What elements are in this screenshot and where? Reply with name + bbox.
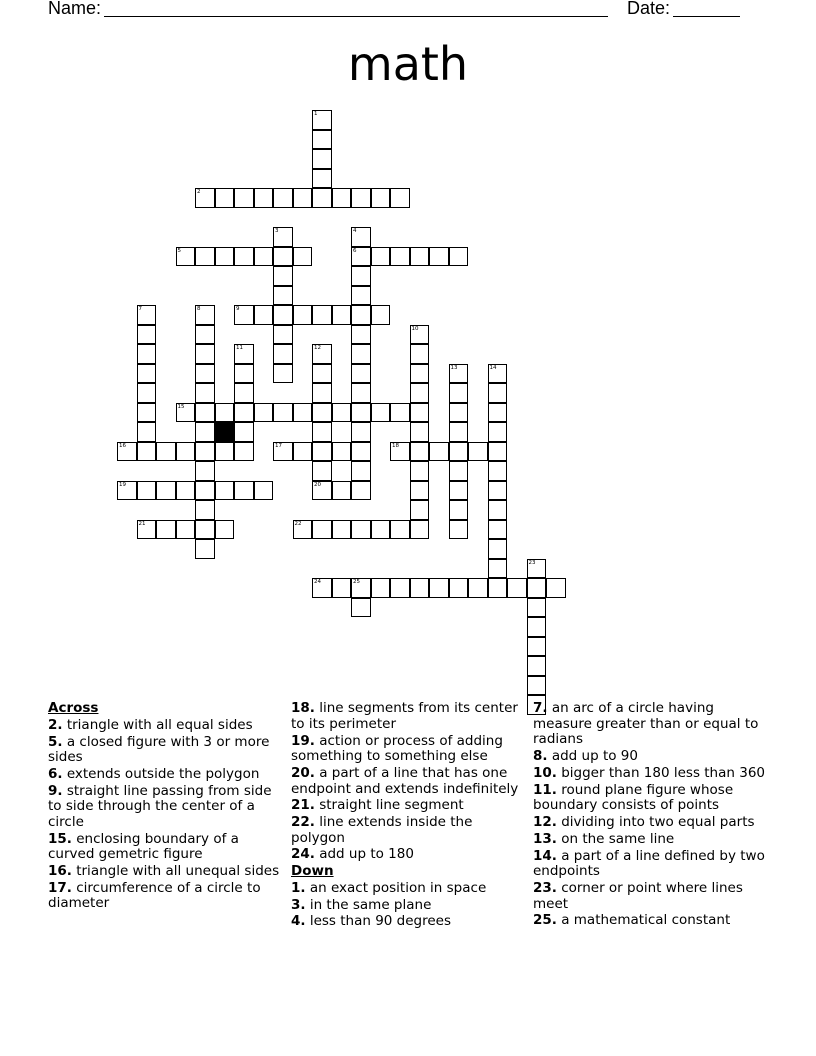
grid-cell[interactable] bbox=[546, 578, 566, 598]
grid-cell[interactable] bbox=[351, 403, 371, 423]
grid-cell[interactable] bbox=[332, 442, 352, 462]
clue-across-20: 20. a part of a line that has one endpoint and extends indefinitely bbox=[291, 764, 519, 797]
grid-cell[interactable] bbox=[449, 481, 469, 501]
grid-cell[interactable] bbox=[371, 403, 391, 423]
grid-cell[interactable] bbox=[176, 481, 196, 501]
grid-cell[interactable] bbox=[332, 520, 352, 540]
grid-cell[interactable] bbox=[195, 422, 215, 442]
grid-cell[interactable] bbox=[351, 442, 371, 462]
grid-cell[interactable] bbox=[351, 383, 371, 403]
grid-cell[interactable] bbox=[273, 188, 293, 208]
clue-number: 15 bbox=[177, 403, 185, 410]
clue-down-8: 8. add up to 90 bbox=[533, 748, 638, 765]
grid-cell[interactable] bbox=[176, 520, 196, 540]
clue-across-19: 19. action or process of adding something to something else bbox=[291, 732, 503, 765]
grid-cell[interactable] bbox=[234, 481, 254, 501]
grid-cell[interactable] bbox=[293, 520, 313, 540]
grid-cell[interactable] bbox=[234, 247, 254, 267]
grid-cell[interactable] bbox=[215, 442, 235, 462]
clue-across-24: 24. add up to 180 bbox=[291, 846, 414, 863]
grid-cell[interactable] bbox=[351, 286, 371, 306]
grid-cell[interactable] bbox=[137, 403, 157, 423]
grid-cell[interactable] bbox=[195, 188, 215, 208]
grid-cell[interactable] bbox=[390, 188, 410, 208]
grid-cell[interactable] bbox=[195, 500, 215, 520]
grid-cell[interactable] bbox=[254, 188, 274, 208]
black-square bbox=[215, 422, 235, 442]
grid-cell[interactable] bbox=[156, 442, 176, 462]
grid-cell[interactable] bbox=[254, 403, 274, 423]
clue-number: 11 bbox=[236, 345, 243, 351]
grid-cell[interactable] bbox=[215, 188, 235, 208]
grid-cell[interactable] bbox=[527, 598, 547, 618]
grid-cell[interactable] bbox=[488, 481, 508, 501]
grid-cell[interactable] bbox=[234, 442, 254, 462]
clue-across-5: 5. a closed figure with 3 or more sides bbox=[48, 733, 270, 766]
grid-cell[interactable] bbox=[488, 461, 508, 481]
grid-cell[interactable] bbox=[215, 403, 235, 423]
grid-cell[interactable] bbox=[273, 344, 293, 364]
grid-cell[interactable] bbox=[410, 325, 430, 345]
clue-number: 13 bbox=[450, 364, 458, 371]
grid-cell[interactable] bbox=[312, 169, 332, 189]
grid-cell[interactable] bbox=[410, 422, 430, 442]
clue-number: 16 bbox=[119, 442, 126, 449]
grid-cell[interactable] bbox=[312, 149, 332, 169]
grid-cell[interactable] bbox=[312, 461, 332, 481]
grid-cell[interactable] bbox=[293, 403, 313, 423]
clue-down-4: 4. less than 90 degrees bbox=[291, 913, 452, 930]
grid-cell[interactable] bbox=[312, 344, 332, 364]
grid-cell[interactable] bbox=[273, 266, 293, 286]
clue-number: 6 bbox=[353, 247, 357, 254]
clue-column-2 bbox=[291, 700, 523, 930]
grid-cell[interactable] bbox=[351, 598, 371, 618]
grid-cell[interactable] bbox=[410, 344, 430, 364]
grid-cell[interactable] bbox=[234, 403, 254, 423]
grid-cell[interactable] bbox=[449, 403, 469, 423]
clue-down-23: 23. corner or point where lines meet bbox=[533, 880, 743, 912]
grid-cell[interactable] bbox=[468, 442, 488, 462]
grid-cell[interactable] bbox=[137, 481, 157, 501]
clue-number: 3 bbox=[275, 228, 279, 234]
grid-cell[interactable] bbox=[254, 481, 274, 501]
grid-cell[interactable] bbox=[137, 305, 157, 325]
grid-cell[interactable] bbox=[488, 422, 508, 442]
grid-cell[interactable] bbox=[234, 422, 254, 442]
grid-cell[interactable] bbox=[156, 481, 176, 501]
grid-cell[interactable] bbox=[332, 481, 352, 501]
grid-cell[interactable] bbox=[410, 403, 430, 423]
grid-cell[interactable] bbox=[234, 344, 254, 364]
grid-cell[interactable] bbox=[215, 247, 235, 267]
grid-cell[interactable] bbox=[195, 539, 215, 559]
grid-cell[interactable] bbox=[371, 247, 391, 267]
grid-cell[interactable] bbox=[449, 364, 469, 384]
clue-number: 1 bbox=[314, 111, 318, 117]
grid-cell[interactable] bbox=[195, 364, 215, 384]
clue-across-6: 6. extends outside the polygon bbox=[48, 765, 260, 782]
grid-cell[interactable] bbox=[488, 500, 508, 520]
grid-cell[interactable] bbox=[488, 539, 508, 559]
page-title: math bbox=[347, 37, 469, 91]
grid-cell[interactable] bbox=[312, 110, 332, 130]
grid-cell[interactable] bbox=[273, 325, 293, 345]
grid-cell[interactable] bbox=[371, 188, 391, 208]
grid-cell[interactable] bbox=[312, 442, 332, 462]
grid-cell[interactable] bbox=[488, 442, 508, 462]
grid-cell[interactable] bbox=[234, 383, 254, 403]
grid-cell[interactable] bbox=[488, 383, 508, 403]
grid-cell[interactable] bbox=[273, 442, 293, 462]
clue-down-7: 7. an arc of a circle having measure greater than or equal to radians bbox=[533, 700, 759, 748]
clue-across-15: 15. enclosing boundary of a curved gemetric figure bbox=[48, 830, 239, 863]
clue-down-3: 3. in the same plane bbox=[291, 896, 432, 913]
clue-down-10: 10. bigger than 180 less than 360 bbox=[533, 764, 766, 781]
clue-number: 24 bbox=[314, 579, 321, 585]
grid-cell[interactable] bbox=[293, 305, 313, 325]
grid-cell[interactable] bbox=[390, 520, 410, 540]
grid-cell[interactable] bbox=[332, 188, 352, 208]
grid-cell[interactable] bbox=[410, 383, 430, 403]
grid-cell[interactable] bbox=[410, 461, 430, 481]
grid-cell[interactable] bbox=[312, 188, 332, 208]
grid-cell[interactable] bbox=[195, 481, 215, 501]
grid-cell[interactable] bbox=[410, 500, 430, 520]
clue-down-11: 11. round plane figure whose boundary consists of points bbox=[533, 781, 734, 814]
grid-cell[interactable] bbox=[390, 442, 410, 462]
grid-cell[interactable] bbox=[195, 247, 215, 267]
clue-down-14: 14. a part of a line defined by two endpoints bbox=[533, 847, 765, 880]
clue-number: 14 bbox=[489, 364, 497, 371]
date-label: Date: bbox=[627, 0, 671, 18]
clue-number: 22 bbox=[294, 520, 302, 527]
grid-cell[interactable] bbox=[371, 578, 391, 598]
grid-cell[interactable] bbox=[371, 305, 391, 325]
clue-number: 21 bbox=[138, 520, 146, 527]
grid-cell[interactable] bbox=[137, 520, 157, 540]
grid-cell[interactable] bbox=[137, 442, 157, 462]
name-label: Name: bbox=[48, 0, 102, 18]
grid-cell[interactable] bbox=[351, 344, 371, 364]
clue-number: 23 bbox=[528, 559, 536, 566]
grid-cell[interactable] bbox=[332, 578, 352, 598]
grid-cell[interactable] bbox=[351, 364, 371, 384]
grid-cell[interactable] bbox=[195, 520, 215, 540]
clue-number: 17 bbox=[275, 442, 282, 449]
grid-cell[interactable] bbox=[527, 617, 547, 637]
grid-cell[interactable] bbox=[312, 422, 332, 442]
grid-cell[interactable] bbox=[273, 364, 293, 384]
clue-number: 25 bbox=[353, 579, 360, 585]
clue-across-17: 17. circumference of a circle to diameter bbox=[48, 879, 261, 912]
grid-cell[interactable] bbox=[390, 247, 410, 267]
clue-down-12: 12. dividing into two equal parts bbox=[533, 814, 755, 831]
grid-cell[interactable] bbox=[312, 578, 332, 598]
grid-cell[interactable] bbox=[234, 305, 254, 325]
clue-number: 10 bbox=[411, 325, 419, 332]
grid-cell[interactable] bbox=[137, 383, 157, 403]
grid-cell[interactable] bbox=[449, 578, 469, 598]
grid-cell[interactable] bbox=[312, 520, 332, 540]
grid-cell[interactable] bbox=[254, 305, 274, 325]
grid-cell[interactable] bbox=[390, 578, 410, 598]
grid-cell[interactable] bbox=[137, 364, 157, 384]
grid-cell[interactable] bbox=[156, 520, 176, 540]
clue-column-3 bbox=[533, 700, 773, 929]
grid-cell[interactable] bbox=[195, 305, 215, 325]
grid-cell[interactable] bbox=[390, 403, 410, 423]
grid-cell[interactable] bbox=[429, 247, 449, 267]
grid-cell[interactable] bbox=[449, 442, 469, 462]
grid-cell[interactable] bbox=[371, 520, 391, 540]
grid-cell[interactable] bbox=[293, 442, 313, 462]
grid-cell[interactable] bbox=[137, 422, 157, 442]
grid-cell[interactable] bbox=[429, 442, 449, 462]
grid-cell[interactable] bbox=[449, 461, 469, 481]
grid-cell[interactable] bbox=[429, 578, 449, 598]
grid-cell[interactable] bbox=[527, 656, 547, 676]
grid-cell[interactable] bbox=[488, 578, 508, 598]
grid-cell[interactable] bbox=[410, 481, 430, 501]
grid-cell[interactable] bbox=[293, 247, 313, 267]
grid-cell[interactable] bbox=[332, 305, 352, 325]
clue-number: 12 bbox=[314, 345, 321, 351]
grid-cell[interactable] bbox=[351, 422, 371, 442]
grid-cell[interactable] bbox=[488, 403, 508, 423]
grid-cell[interactable] bbox=[312, 481, 332, 501]
clue-across-16: 16. triangle with all unequal sides bbox=[48, 863, 280, 880]
clue-across-9: 9. straight line passing from side to side through the center of a circle bbox=[48, 782, 272, 830]
grid-cell[interactable] bbox=[449, 520, 469, 540]
clue-number: 2 bbox=[197, 189, 201, 195]
grid-cell[interactable] bbox=[273, 403, 293, 423]
grid-cell[interactable] bbox=[195, 442, 215, 462]
grid-cell[interactable] bbox=[351, 461, 371, 481]
clue-number: 8 bbox=[197, 306, 201, 312]
grid-cell[interactable] bbox=[293, 188, 313, 208]
grid-cell[interactable] bbox=[449, 247, 469, 267]
grid-cell[interactable] bbox=[527, 578, 547, 598]
clue-column-1 bbox=[48, 700, 284, 912]
grid-cell[interactable] bbox=[117, 442, 137, 462]
grid-cell[interactable] bbox=[312, 383, 332, 403]
clue-across-18: 18. line segments from its center to its perimeter bbox=[291, 700, 518, 732]
grid-cell[interactable] bbox=[195, 344, 215, 364]
grid-cell[interactable] bbox=[195, 403, 215, 423]
grid-cell[interactable] bbox=[273, 247, 293, 267]
grid-cell[interactable] bbox=[410, 520, 430, 540]
grid-cell[interactable] bbox=[332, 403, 352, 423]
clue-across-22: 22. line extends inside the polygon bbox=[291, 814, 473, 846]
grid-cell[interactable] bbox=[449, 500, 469, 520]
grid-cell[interactable] bbox=[176, 247, 196, 267]
grid-cell[interactable] bbox=[195, 383, 215, 403]
grid-cell[interactable] bbox=[273, 305, 293, 325]
clue-number: 4 bbox=[353, 228, 357, 234]
grid-cell[interactable] bbox=[351, 188, 371, 208]
grid-cell[interactable] bbox=[351, 305, 371, 325]
grid-cell[interactable] bbox=[312, 305, 332, 325]
grid-cell[interactable] bbox=[449, 383, 469, 403]
grid-cell[interactable] bbox=[176, 442, 196, 462]
grid-cell[interactable] bbox=[234, 364, 254, 384]
grid-cell[interactable] bbox=[312, 364, 332, 384]
grid-cell[interactable] bbox=[234, 188, 254, 208]
clue-down-1: 1. an exact position in space bbox=[291, 879, 487, 896]
grid-cell[interactable] bbox=[195, 325, 215, 345]
grid-cell[interactable] bbox=[351, 481, 371, 501]
grid-cell[interactable] bbox=[488, 364, 508, 384]
clue-across-2: 2. triangle with all equal sides bbox=[48, 716, 253, 733]
grid-cell[interactable] bbox=[410, 247, 430, 267]
grid-cell[interactable] bbox=[410, 442, 430, 462]
grid-cell[interactable] bbox=[351, 266, 371, 286]
clue-number: 20 bbox=[314, 481, 321, 488]
clue-number: 18 bbox=[392, 442, 399, 449]
grid-cell[interactable] bbox=[195, 461, 215, 481]
clue-number: 19 bbox=[119, 481, 126, 488]
grid-cell[interactable] bbox=[215, 520, 235, 540]
grid-cell[interactable] bbox=[351, 227, 371, 247]
across-heading: Across bbox=[48, 700, 99, 716]
grid-cell[interactable] bbox=[351, 247, 371, 267]
down-heading: Down bbox=[291, 863, 334, 880]
grid-cell[interactable] bbox=[527, 637, 547, 657]
grid-cell[interactable] bbox=[468, 578, 488, 598]
clue-across-21: 21. straight line segment bbox=[291, 797, 464, 814]
grid-cell[interactable] bbox=[507, 578, 527, 598]
grid-cell[interactable] bbox=[254, 247, 274, 267]
grid-cell[interactable] bbox=[351, 520, 371, 540]
grid-cell[interactable] bbox=[273, 227, 293, 247]
grid-cell[interactable] bbox=[176, 403, 196, 423]
grid-cell[interactable] bbox=[488, 520, 508, 540]
grid-cell[interactable] bbox=[273, 286, 293, 306]
grid-cell[interactable] bbox=[351, 325, 371, 345]
grid-cell[interactable] bbox=[312, 130, 332, 150]
clue-down-13: 13. on the same line bbox=[533, 830, 675, 847]
grid-cell[interactable] bbox=[527, 559, 547, 579]
grid-cell[interactable] bbox=[215, 481, 235, 501]
grid-cell[interactable] bbox=[410, 578, 430, 598]
grid-cell[interactable] bbox=[488, 559, 508, 579]
grid-cell[interactable] bbox=[117, 481, 137, 501]
clue-down-25: 25. a mathematical constant bbox=[533, 912, 731, 929]
clue-number: 9 bbox=[236, 306, 240, 312]
grid-cell[interactable] bbox=[312, 403, 332, 423]
grid-cell[interactable] bbox=[527, 676, 547, 696]
grid-cell[interactable] bbox=[410, 364, 430, 384]
grid-cell[interactable] bbox=[137, 344, 157, 364]
clue-number: 5 bbox=[177, 247, 181, 254]
grid-cell[interactable] bbox=[449, 422, 469, 442]
clue-number: 7 bbox=[138, 306, 142, 312]
grid-cell[interactable] bbox=[351, 578, 371, 598]
grid-cell[interactable] bbox=[137, 325, 157, 345]
